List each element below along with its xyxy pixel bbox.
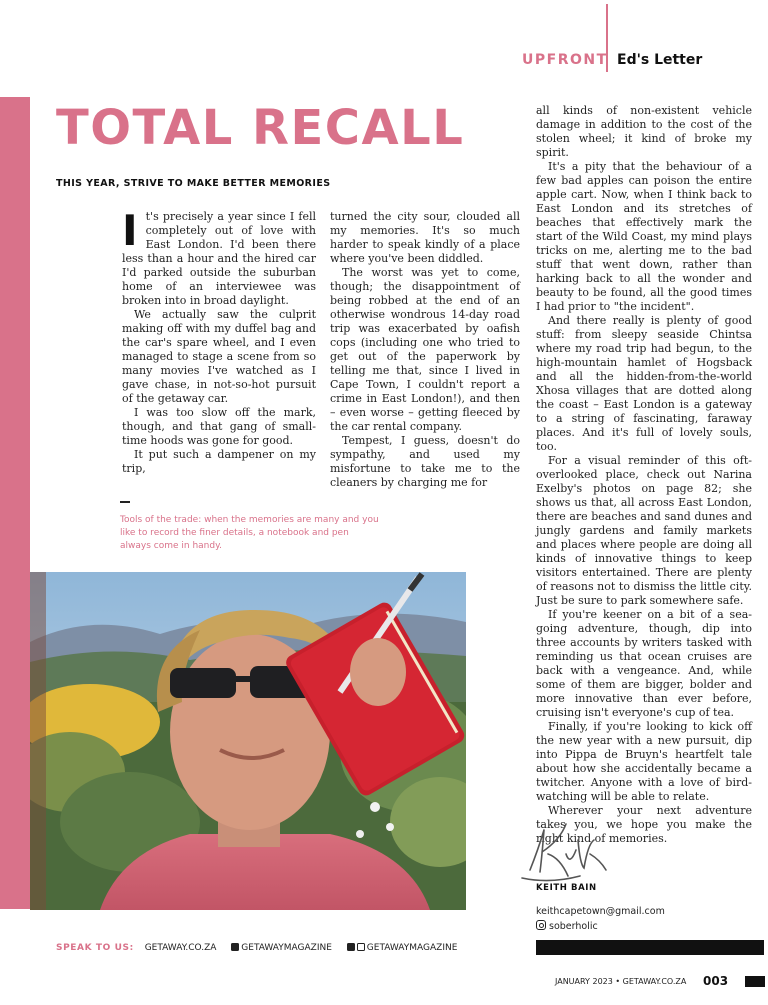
- contact-footer: [56, 943, 469, 953]
- paragraph: Wherever your next adventure takes you, we hope you make the right kind of memories.: [536, 804, 752, 845]
- paragraph: turned the city sour, clouded all my memories. It's so much harder to speak kindly of a place where you've been diddled.: [330, 210, 520, 265]
- author-name: KEITH BAIN: [536, 883, 597, 893]
- paragraph: If you're keener on a bit of a sea-going adventure, though, dip into three accounts by writers tasked with reminding us that ocean cruises are back with a vengeance. And, while some of them are bigger, bolder and more innovative than ever before, cruising isn't everyone's cup of tea.: [536, 608, 752, 719]
- speak-to-us-label: SPEAK TO US:: [56, 943, 134, 953]
- instagram-icon: [357, 943, 365, 951]
- editor-photo: [30, 572, 466, 910]
- paragraph: Finally, if you're looking to kick off the new year with a new pursuit, dip into Pippa de Bruyn's heartfelt tale about how she accidentally became a twitcher. Anyone with a love of bird-watching will be able to relate.: [536, 720, 752, 803]
- caption-rule: [120, 501, 130, 503]
- footer-social[interactable]: GETAWAYMAGAZINE: [347, 943, 458, 953]
- accent-sidebar-bar: [0, 97, 30, 909]
- paragraph: Tempest, I guess, doesn't do sympathy, and used my misfortune to take me to the cleaners by charging me for: [330, 434, 520, 489]
- body-column-1: [122, 206, 316, 476]
- section-name: Ed's Letter: [617, 52, 703, 68]
- folio-block: [745, 976, 765, 987]
- instagram-icon: [536, 920, 546, 930]
- issue-date: JANUARY 2023 • GETAWAY.CO.ZA: [555, 977, 687, 986]
- author-instagram[interactable]: soberholic: [536, 920, 598, 932]
- facebook-icon: [231, 943, 239, 951]
- paragraph: I was too slow off the mark, though, and that gang of small-time hoods was gone for good.: [122, 406, 316, 447]
- standfirst: THIS YEAR, STRIVE TO MAKE BETTER MEMORIES: [56, 178, 331, 189]
- twitter-icon: [347, 943, 355, 951]
- headline: TOTAL RECALL: [56, 100, 465, 156]
- page-number: 003: [703, 974, 729, 988]
- editor-signature: [520, 810, 612, 886]
- footer-black-bar: [536, 940, 764, 955]
- footer-facebook[interactable]: GETAWAYMAGAZINE: [231, 943, 332, 953]
- paragraph: It's precisely a year since I fell completely out of love with East London. I'd been there less than a hour and the hired car I'd parked outside the suburban home of an interviewee was broken into in broad daylight.: [122, 206, 316, 307]
- paragraph: For a visual reminder of this oft-overlooked place, check out Narina Exelby's photos on page 82; she shows us that, all across East London, there are beaches and sand dunes and jungly gardens and family markets and places where people are doing all kinds of innovative things to keep visitors entertained. There are plenty of reasons not to dismiss the little city. Just be sure to park somewhere safe.: [536, 454, 752, 607]
- paragraph: It's a pity that the behaviour of a few bad apples can poison the entire apple cart. Now, when I think back to East London and its stretches of beaches that effectively mark the start of the Wild Coast, my mind plays tricks on me, alerting me to the bad stuff that went down, rather than harking back to all the wonder and beauty to be found, all the good times I had prior to "the incident".: [536, 160, 752, 313]
- paragraph: all kinds of non-existent vehicle damage in addition to the cost of the stolen wheel; it kind of broke my spirit.: [536, 104, 752, 159]
- paragraph: And there really is plenty of good stuff: from sleepy seaside Chintsa where my road trip had begun, to the high-mountain hamlet of Hogsback and all the hidden-from-the-world Xhosa villages that are dotted along the coast – East London is a gateway to a string of fascinating, faraway places. And it's full of lovely souls, too.: [536, 314, 752, 453]
- body-column-2: [330, 210, 520, 490]
- footer-website[interactable]: GETAWAY.CO.ZA: [144, 943, 217, 953]
- paragraph: We actually saw the culprit making off with my duffel bag and the car's spare wheel, and I even managed to stage a scene from so many movies I've watched as I gave chase, in not-so-hot pursuit of the getaway car.: [122, 308, 316, 405]
- photo-caption: Tools of the trade: when the memories are many and you like to record the finer details, a notebook and pen always come in handy.: [120, 515, 379, 551]
- drop-cap: I: [122, 206, 138, 255]
- editor-selfie-illustration: [30, 572, 466, 910]
- author-email[interactable]: keithcapetown@gmail.com: [536, 906, 665, 917]
- section-tag: UPFRONT: [522, 52, 608, 68]
- body-column-3: [536, 104, 752, 846]
- paragraph: The worst was yet to come, though; the disappointment of being robbed at the end of an otherwise wondrous 14-day road trip was exacerbated by oafish cops (including one who tried to get out of the paperwork by telling me that, since I lived in Cape Town, I couldn't report a crime in East London!), and then – even worse – getting fleeced by the car rental company.: [330, 266, 520, 433]
- paragraph: It put such a dampener on my trip,: [122, 448, 316, 475]
